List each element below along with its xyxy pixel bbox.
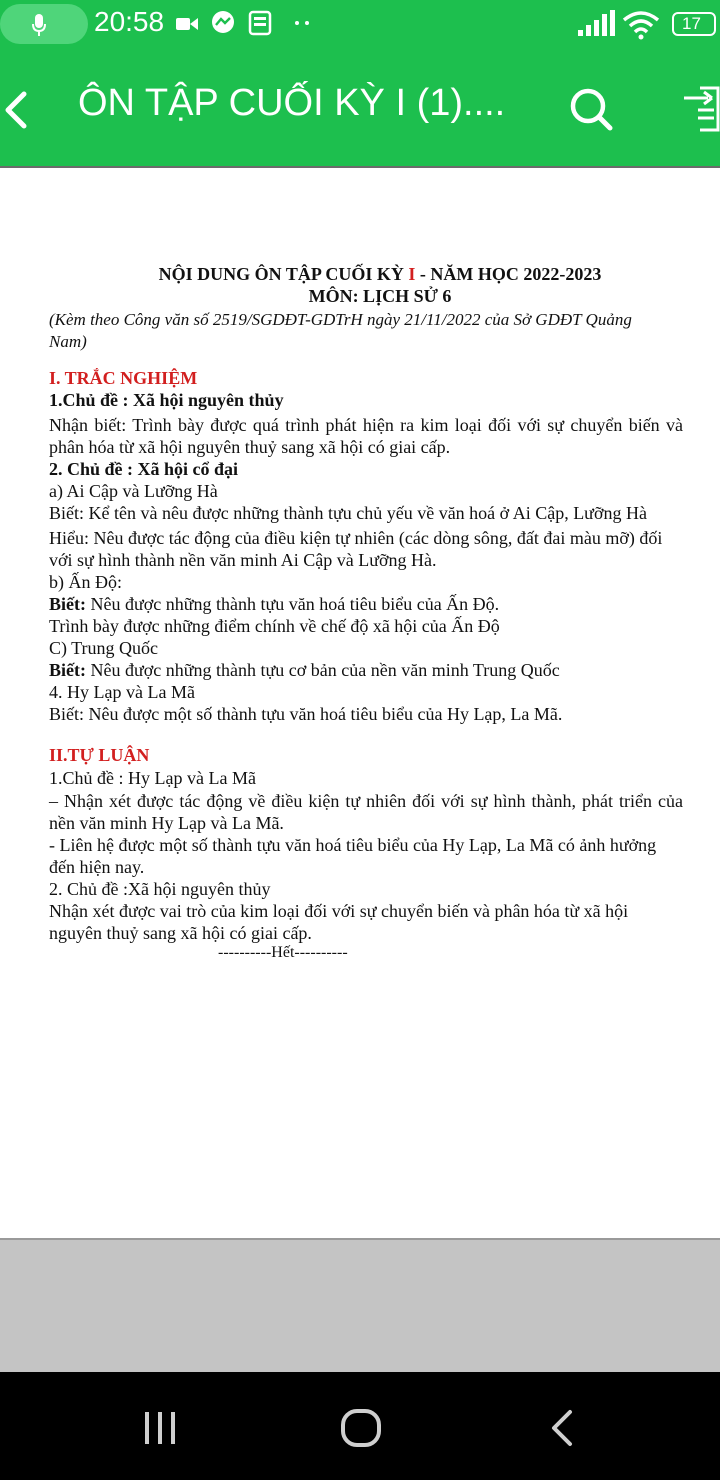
sub-b-know bbox=[49, 593, 499, 615]
sub-b-line-2: Trình bày được những điểm chính về chế độ xã hội của Ấn Độ bbox=[49, 616, 500, 636]
back-arrow-icon[interactable] bbox=[0, 88, 36, 132]
sub-4-know: Biết: Nêu được một số thành tựu văn hoá tiêu biểu của Hy Lạp, La Mã. bbox=[49, 704, 563, 724]
mic-icon bbox=[32, 14, 46, 36]
heading-year: - NĂM HỌC 2022-2023 bbox=[415, 264, 602, 284]
export-icon[interactable] bbox=[678, 84, 720, 134]
system-nav-bar bbox=[0, 1372, 720, 1480]
sub-c-title: C) Trung Quốc bbox=[49, 638, 159, 658]
document-page[interactable] bbox=[0, 168, 720, 1240]
essay-1-title: 1.Chủ đề : Hy Lạp và La Mã bbox=[49, 768, 256, 788]
essay-1-point-a: – Nhận xét được tác động về điều kiện tự nhiên đối với sự hình thành, phát triển của nền văn minh Hy Lạp và La Mã. bbox=[49, 791, 683, 833]
section-title-multiple-choice: I. TRẮC NGHIỆM bbox=[49, 368, 198, 388]
nav-back-icon[interactable] bbox=[546, 1408, 576, 1448]
section-title-essay: II.TỰ LUẬN bbox=[49, 745, 150, 765]
essay-1-point-b: - Liên hệ được một số thành tựu văn hoá tiêu biểu của Hy Lạp, La Mã có ảnh hưởng đến hiện nay. bbox=[49, 835, 657, 877]
more-dots-icon bbox=[292, 20, 314, 26]
sub-b-title: b) Ấn Độ: bbox=[49, 572, 122, 592]
note-line-1: (Kèm theo Công văn số 2519/SGDĐT-GDTrH ngày 21/11/2022 của Sở GDĐT Quảng bbox=[49, 310, 632, 329]
status-bar bbox=[0, 0, 720, 50]
sub-a-know: Biết: Kể tên và nêu được những thành tựu chủ yếu về văn hoá ở Ai Cập, Lưỡng Hà bbox=[49, 503, 647, 523]
wifi-icon bbox=[622, 10, 660, 40]
mic-indicator[interactable] bbox=[0, 4, 88, 44]
home-icon[interactable] bbox=[340, 1408, 382, 1448]
page-gap bbox=[0, 1238, 720, 1374]
signal-icon bbox=[576, 10, 616, 38]
sub-a-understand: Hiểu: Nêu được tác động của điều kiện tự nhiên (các dòng sông, đất đai màu mỡ) đối với sự hình thành nền văn minh Ai Cập và Lưỡng Hà. bbox=[49, 528, 663, 570]
document-title: ÔN TẬP CUỐI KỲ I (1).... bbox=[78, 82, 506, 124]
note-line-2: Nam) bbox=[49, 332, 87, 351]
news-icon bbox=[248, 10, 272, 36]
heading-text: NỘI DUNG ÔN TẬP CUỐI KỲ bbox=[158, 264, 409, 284]
essay-2-title: 2. Chủ đề :Xã hội nguyên thủy bbox=[49, 879, 271, 899]
app-bar bbox=[0, 0, 720, 168]
topic-1-text: Nhận biết: Trình bày được quá trình phát hiện ra kim loại đối với sự chuyển biến và phân hóa từ xã hội nguyên thuỷ sang xã hội có giai cấp. bbox=[49, 415, 683, 457]
subject-title: MÔN: LỊCH SỬ 6 bbox=[308, 286, 452, 306]
battery-icon bbox=[672, 12, 716, 36]
sub-c-know-label: Biết: bbox=[49, 660, 86, 680]
heading-red-text: I bbox=[408, 264, 416, 284]
topic-1-title: 1.Chủ đề : Xã hội nguyên thủy bbox=[49, 390, 284, 410]
sub-b-know-label: Biết: bbox=[49, 594, 86, 614]
clock: 20:58 bbox=[94, 6, 165, 37]
sub-c-know bbox=[49, 659, 560, 681]
sub-b-know-text: Nêu được những thành tựu văn hoá tiêu biểu của Ấn Độ. bbox=[85, 594, 500, 614]
sub-a-title: a) Ai Cập và Lưỡng Hà bbox=[49, 481, 218, 501]
essay-2-text: Nhận xét được vai trò của kim loại đối với sự chuyển biến và phân hóa từ xã hội nguyên thuỷ sang xã hội có giai cấp. bbox=[49, 901, 629, 943]
document-end-marker: ----------Hết---------- bbox=[218, 944, 348, 961]
topic-2-title: 2. Chủ đề : Xã hội cổ đại bbox=[49, 459, 239, 479]
recent-apps-icon[interactable] bbox=[142, 1410, 178, 1446]
sub-c-know-text: Nêu được những thành tựu cơ bản của nền văn minh Trung Quốc bbox=[85, 660, 560, 680]
video-icon bbox=[176, 16, 198, 32]
document-heading bbox=[0, 264, 720, 285]
sub-4-title: 4. Hy Lạp và La Mã bbox=[49, 682, 195, 702]
messenger-icon bbox=[210, 10, 236, 36]
search-icon[interactable] bbox=[568, 86, 614, 132]
battery-level: 17 bbox=[682, 14, 701, 33]
